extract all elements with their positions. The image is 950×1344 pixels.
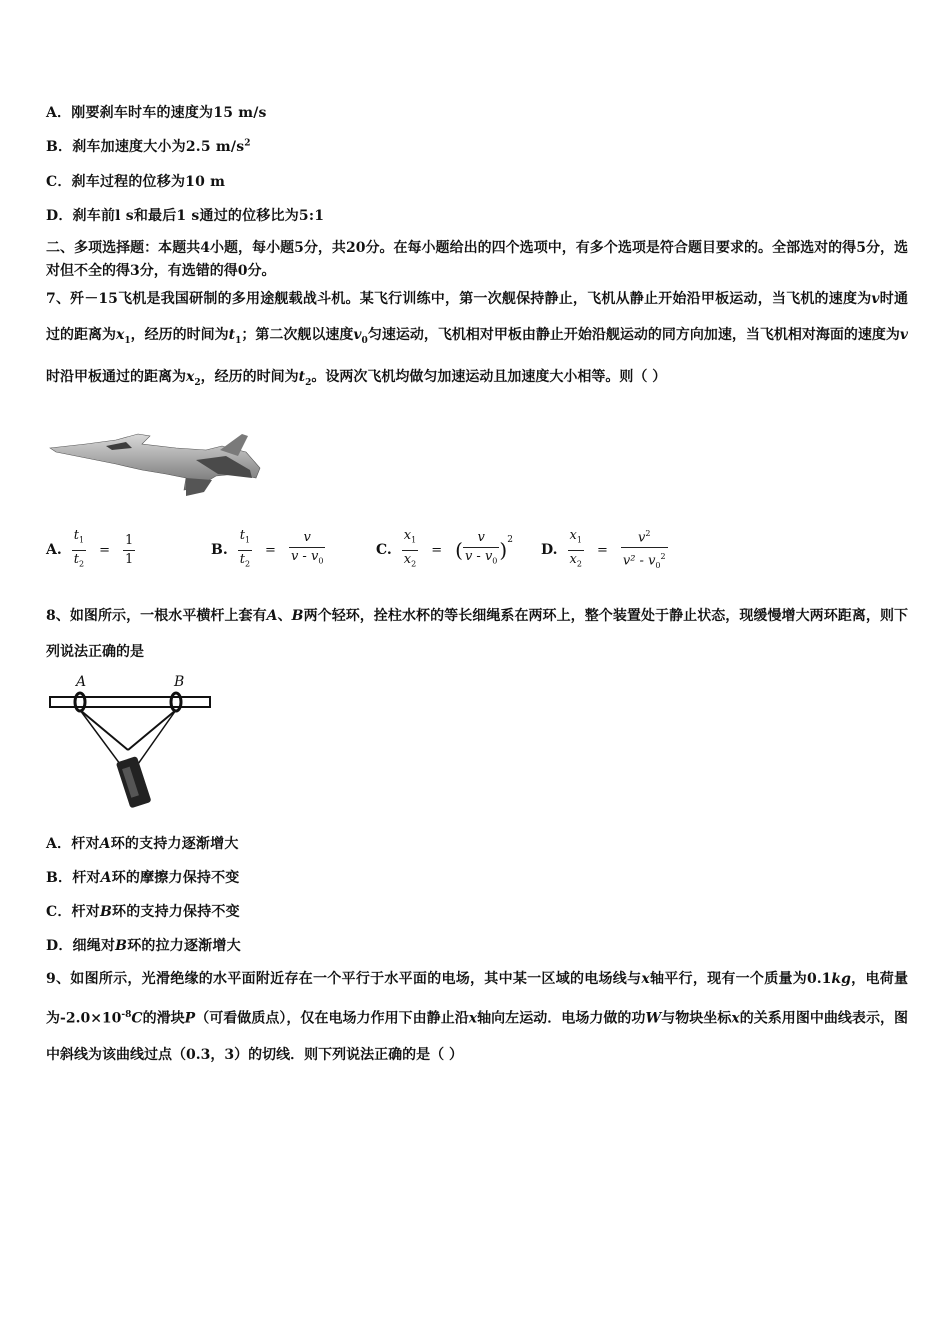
q8-c-post: 环的支持力保持不变 — [112, 904, 240, 920]
q9-text-4: 的滑块 — [142, 1010, 185, 1027]
q7-d-sub2: 2 — [576, 559, 582, 569]
q6-option-a: A．刚要刹车时车的速度为15 m/s — [46, 105, 267, 121]
q8-d-post: 环的拉力逐渐增大 — [127, 938, 241, 954]
q9-unit-kg: kg — [831, 971, 851, 987]
q7-var-t1: t — [228, 327, 236, 343]
q7-option-b-rhs — [289, 529, 325, 571]
q7-a-sub1: 1 — [78, 535, 85, 545]
q8-text-1: 8、如图所示，一根水平横杆上套有 — [46, 608, 267, 624]
q7-c-rparen: ) — [499, 538, 508, 562]
q9-text-3: ，电荷量为-2.0×10 — [46, 971, 909, 1027]
q8-c-var: B — [99, 904, 112, 920]
q9-text-8: 的关系用图中曲线表示，图中斜线为该曲线过点（0.3，3）的切线．则下列说法正确的是（ ） — [46, 1010, 909, 1063]
q9-text-5: （可看做质点），仅在电场力作用下由静止沿 — [195, 1010, 469, 1027]
q7-c-sub1: 1 — [411, 535, 417, 545]
q7-d-x2: x — [569, 551, 577, 567]
q9-var-x-3: x — [731, 1010, 740, 1027]
q7-var-v-2: v — [899, 327, 909, 343]
q7-a-den: 1 — [124, 551, 134, 567]
q7-option-c-lhs — [402, 527, 418, 573]
q7-var-v0: v — [353, 327, 362, 343]
q7-d-eq: = — [596, 542, 608, 558]
q8-option-a — [46, 833, 239, 853]
q9-var-p: P — [184, 1010, 196, 1027]
q7-b-sub2: 2 — [244, 559, 251, 569]
q8-a-var: A — [99, 836, 111, 852]
q9-var-x: x — [641, 971, 650, 987]
q8-d-var: B — [115, 938, 128, 954]
q8-b-pre: B．杆对 — [46, 870, 101, 886]
q7-c-sq: 2 — [507, 535, 513, 546]
q7-d-den-sub: 0 — [655, 561, 661, 571]
q7-option-b — [211, 520, 325, 580]
q7-option-a-lhs — [72, 527, 86, 573]
q7-stem — [46, 281, 908, 401]
q7-c-x1: x — [403, 527, 412, 543]
q6-option-b-text: B．刹车加速度大小为2.5 m/s — [46, 139, 245, 155]
q6-option-b — [46, 136, 251, 156]
q7-a-t2: t — [73, 551, 79, 567]
q6-option-c: C．刹车过程的位移为10 m — [46, 174, 226, 190]
q7-option-d-lhs — [568, 527, 584, 573]
q7-option-b-lhs — [238, 527, 252, 573]
q8-a-post: 环的支持力逐渐增大 — [110, 836, 239, 852]
q7-text-3: ，经历的时间为 — [130, 327, 229, 343]
q7-text-5: 匀速运动，飞机相对甲板由静止开始沿舰运动的同方向加速，当飞机相对海面的速度为 — [367, 327, 900, 343]
q7-a-t1: t — [73, 527, 79, 543]
q8-var-b: B — [291, 608, 304, 624]
q7-var-t2: t — [298, 368, 306, 385]
q9-text-1: 9、如图所示，光滑绝缘的水平面附近存在一个平行于水平面的电场，其中某一区域的电场线与 — [46, 971, 642, 987]
q8-diagram — [46, 672, 216, 812]
q7-d-x1: x — [569, 527, 577, 543]
q7-text-1: 7、歼－15飞机是我国研制的多用途舰载战斗机。某飞行训练中，第一次舰保持静止，飞机从静止开始沿甲板运动，当飞机的速度为 — [46, 291, 872, 307]
q7-b-num: v — [289, 529, 325, 548]
q7-text-7: ，经历的时间为 — [200, 368, 299, 385]
q8-text-2: 两个轻环，拴柱水杯的等长细绳系在两环上，整个装置处于静止状态，现缓慢增大两环距离，则下列说法正确的是 — [46, 608, 909, 660]
q8-stem — [46, 598, 908, 670]
q8-b-post: 环的摩擦力保持不变 — [111, 870, 240, 886]
q7-a-num: 1 — [123, 532, 135, 551]
section-2-heading: 二、多项选择题：本题共4小题，每小题5分，共20分。在每小题给出的四个选项中，有多个选项是符合题目要求的。全部选对的得5分，选对但不全的得3分，有选错的得0分。 — [46, 240, 908, 279]
q7-b-sub1: 1 — [244, 535, 251, 545]
q7-option-a — [46, 520, 135, 580]
q7-a-sub2: 2 — [78, 559, 85, 569]
q8-option-d — [46, 935, 241, 955]
q7-sub-t2: 2 — [305, 377, 312, 388]
fighter-jet-image — [46, 430, 268, 502]
q7-option-c — [376, 520, 513, 580]
q7-option-d — [541, 520, 668, 580]
q7-c-den: v - v — [464, 549, 493, 565]
q7-b-den: v - v — [290, 549, 319, 565]
q8-option-c — [46, 901, 240, 921]
q9-text-2: 轴平行，现有一个质量为0.1 — [649, 971, 832, 987]
q7-option-a-rhs — [123, 532, 135, 569]
q7-d-num-sup: 2 — [645, 528, 651, 538]
q7-b-t2: t — [239, 551, 245, 567]
q7-c-sub2: 2 — [411, 559, 417, 569]
q7-option-d-label: D. — [541, 542, 558, 558]
q9-exp: -8 — [121, 1010, 132, 1020]
q7-b-t1: t — [239, 527, 245, 543]
q7-c-frac — [463, 529, 499, 571]
q8-d-pre: D．细绳对 — [46, 938, 116, 954]
q9-text-6: 轴向左运动．电场力做的功 — [477, 1010, 646, 1027]
q8-option-b — [46, 867, 240, 887]
q7-text-8: 。设两次飞机均做匀加速运动且加速度大小相等。则（ ） — [311, 368, 667, 385]
q7-d-sub1: 1 — [576, 535, 582, 545]
q7-d-num: v — [638, 530, 646, 546]
q7-c-eq: = — [431, 542, 443, 558]
q7-sub-0: 0 — [361, 335, 368, 346]
q9-unit-c: C — [131, 1010, 143, 1027]
q9-var-w: W — [645, 1010, 662, 1027]
q8-c-pre: C．杆对 — [46, 904, 100, 920]
q7-var-x1: x — [116, 327, 125, 343]
q7-option-c-label: C. — [376, 542, 392, 558]
q7-b-den-sub: 0 — [318, 556, 324, 566]
q7-text-2: 时通过的距离为 — [46, 291, 908, 343]
q7-c-num: v — [463, 529, 499, 548]
q7-c-lparen: ( — [455, 538, 463, 562]
q7-sub-2: 2 — [194, 377, 201, 388]
q7-d-den: v² - v — [622, 553, 656, 569]
q7-c-den-sub: 0 — [492, 556, 498, 566]
q7-var-x2: x — [186, 368, 195, 385]
q7-c-x2: x — [403, 551, 412, 567]
q7-text-6: 时沿甲板通过的距离为 — [46, 368, 186, 385]
q6-option-b-sup: 2 — [244, 138, 251, 149]
q7-option-b-label: B. — [211, 542, 228, 558]
q7-option-d-rhs — [621, 525, 668, 575]
q7-sub-t1: 1 — [235, 335, 242, 346]
q8-label-a: A — [76, 674, 87, 690]
q8-sep: 、 — [277, 608, 292, 624]
q8-a-pre: A．杆对 — [46, 836, 100, 852]
q7-d-den-sup: 2 — [660, 552, 666, 562]
q8-figure — [46, 672, 216, 812]
q7-option-c-rhs — [455, 529, 513, 571]
q7-sub-1: 1 — [124, 335, 131, 346]
q8-label-b: B — [174, 674, 185, 690]
q7-a-eq: = — [99, 542, 110, 558]
q9-stem — [46, 961, 908, 1073]
q9-text-7: 与物块坐标 — [661, 1010, 732, 1027]
q6-option-d: D．刹车前l s和最后1 s通过的位移比为5:1 — [46, 208, 325, 224]
q7-text-4: ；第二次舰以速度 — [241, 327, 354, 343]
q7-option-a-label: A. — [46, 542, 62, 558]
q7-var-v: v — [871, 291, 880, 307]
q8-b-var: A — [100, 870, 112, 886]
q9-var-x-2: x — [468, 1010, 478, 1027]
q8-var-a: A — [266, 608, 278, 624]
q7-b-eq: = — [265, 542, 276, 558]
